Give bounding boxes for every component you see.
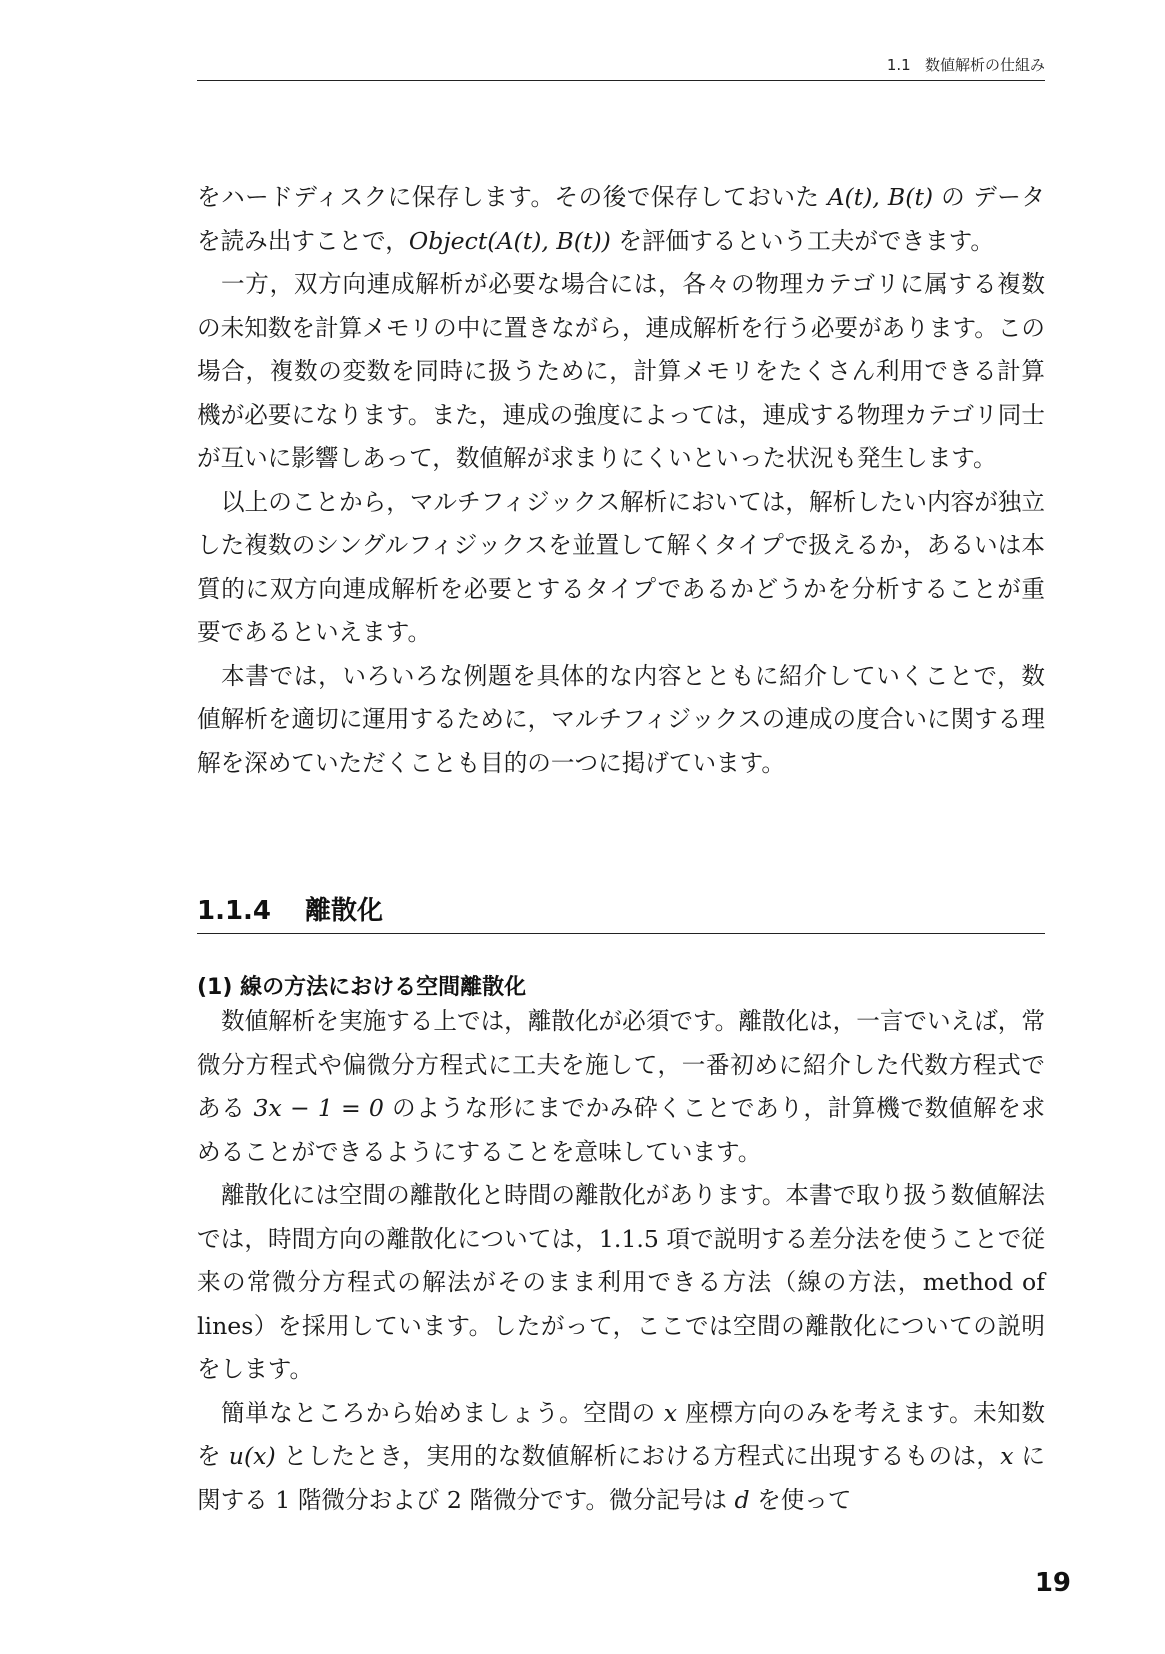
paragraph bbox=[197, 481, 1045, 655]
text-run: 離散化には空間の離散化と時間の離散化があります。本書で取り扱う数値解法では，時間方向の離散化については，1.1.5 項で説明する差分法を使うことで従来の常微分方程式の解法がそのまま利用できる方法（線の方法，method of lines）を採用しています。したがって，ここでは空間の離散化についての説明をします。 bbox=[197, 1181, 1045, 1383]
page-number: 19 bbox=[1034, 1568, 1071, 1598]
running-head bbox=[197, 50, 1045, 81]
math-expression: x bbox=[1000, 1442, 1014, 1470]
paragraph bbox=[197, 263, 1045, 481]
text-run: 本書では，いろいろな例題を具体的な内容とともに紹介していくことで，数値解析を適切に運用するために，マルチフィジックスの連成の度合いに関する理解を深めていただくことも目的の一つに掲げています。 bbox=[197, 661, 1045, 777]
section-title: 離散化 bbox=[305, 896, 384, 926]
text-run: のような形にまでかみ砕くことであり，計算機で数値解を求めることができるようにすることを意味しています。 bbox=[197, 1094, 1045, 1166]
paragraph bbox=[197, 655, 1045, 786]
section-number: 1.1.4 bbox=[197, 896, 272, 926]
running-head-section-number: 1.1 bbox=[886, 56, 911, 74]
text-run: 数値解析を実施する上では，離散化が必須です。離散化は，一言でいえば，常微分方程式や偏微分方程式に工夫を施して，一番初めに紹介した代数方程式である bbox=[197, 1007, 1045, 1122]
text-run: の データを読み出すことで， bbox=[197, 183, 1045, 255]
section-heading bbox=[197, 890, 1045, 934]
math-expression: A(t), B(t) bbox=[827, 183, 934, 211]
paragraph bbox=[197, 1392, 1045, 1523]
running-head-section-title: 数値解析の仕組み bbox=[924, 56, 1045, 74]
text-run: に関する 1 階微分および 2 階微分です。微分記号は bbox=[197, 1442, 1046, 1514]
math-expression: 3x − 1 = 0 bbox=[253, 1094, 384, 1122]
text-run: 座標方向のみを考えます。未知数を bbox=[197, 1398, 1045, 1470]
text-run: 簡単なところから始めましょう。空間の bbox=[221, 1398, 664, 1427]
text-run: を評価するという工夫ができます。 bbox=[610, 226, 994, 255]
text-run: を使って bbox=[749, 1485, 852, 1514]
math-expression: u(x) bbox=[228, 1442, 276, 1470]
subsection-heading: (1) 線の方法における空間離散化 bbox=[197, 975, 527, 1000]
text-run: 以上のことから，マルチフィジックス解析においては，解析したい内容が独立した複数のシングルフィジックスを並置して解くタイプで扱えるか，あるいは本質的に双方向連成解析を必要とするタイプであるかどうかを分析することが重要であるといえます。 bbox=[197, 487, 1045, 646]
body-text-top bbox=[197, 176, 1045, 785]
text-run: としたとき，実用的な数値解析における方程式に出現するものは， bbox=[275, 1442, 1001, 1470]
math-expression: d bbox=[734, 1485, 750, 1514]
paragraph bbox=[197, 1174, 1045, 1392]
text-run: をハードディスクに保存します。その後で保存しておいた bbox=[197, 183, 828, 211]
paragraph bbox=[197, 176, 1045, 263]
math-expression: x bbox=[663, 1398, 678, 1427]
math-expression: Object(A(t), B(t)) bbox=[408, 226, 611, 255]
paragraph bbox=[197, 1000, 1045, 1174]
body-text-bottom bbox=[197, 1000, 1045, 1522]
text-run: 一方，双方向連成解析が必要な場合には，各々の物理カテゴリに属する複数の未知数を計算メモリの中に置きながら，連成解析を行う必要があります。この場合，複数の変数を同時に扱うために，計算メモリをたくさん利用できる計算機が必要になります。また，連成の強度によっては，連成する物理カテゴリ同士が互いに影響しあって，数値解が求まりにくいといった状況も発生します。 bbox=[197, 270, 1045, 472]
